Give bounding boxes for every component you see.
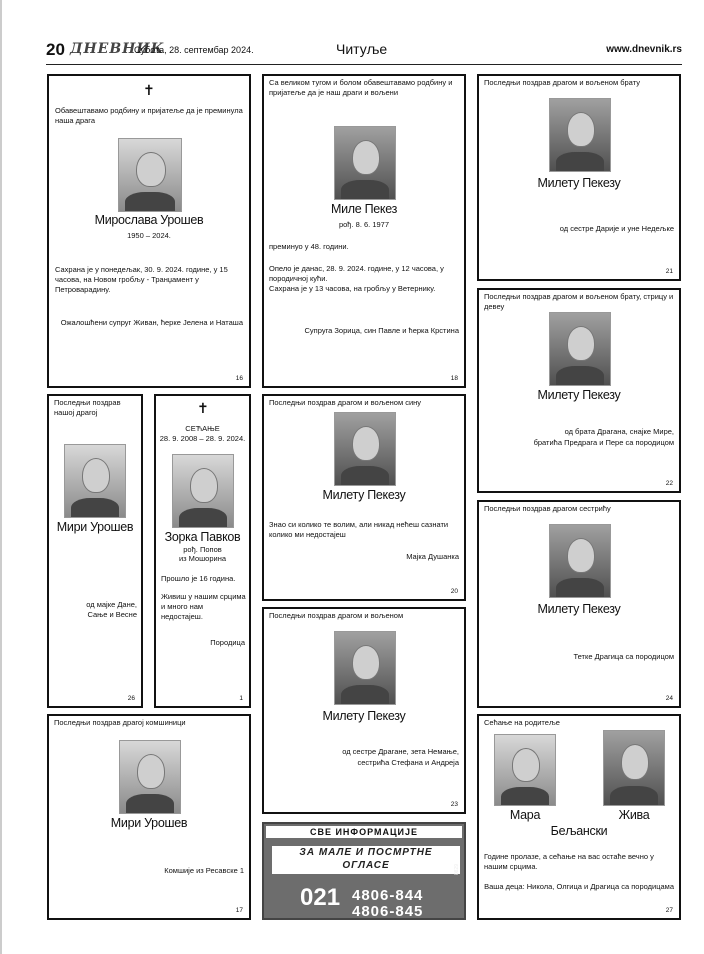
signature-line-2: братића Предрага и Пере са породицом: [533, 438, 674, 447]
signature-line-1: од брата Драгана, снајке Мире,: [564, 427, 674, 436]
portrait-photo: [172, 454, 234, 528]
obituary-intro: Последњи поздрав нашој драгој: [54, 398, 121, 417]
portrait-photo: [118, 138, 182, 212]
father-name: Жива: [618, 808, 650, 822]
obituary-intro: Последњи поздрав драгој комшиници: [54, 718, 186, 727]
mother-photo: [494, 734, 556, 806]
obituary-22: [477, 288, 681, 493]
remembrance-1: [154, 394, 251, 708]
deceased-name: Мири Урошев: [56, 520, 134, 534]
remembrance-text-2: Живиш у нашим срцима и много нам недостајеш.: [161, 592, 246, 621]
notice-number: 16: [235, 375, 243, 382]
obituary-intro: Последњи поздрав драгом сестрићу: [484, 504, 611, 513]
obituary-intro: Последњи поздрав драгом и вољеном: [269, 611, 404, 620]
signature: Ваша деца: Никола, Олгица и Драгица са породицама: [484, 882, 674, 891]
ad-area-code: 021: [300, 884, 341, 911]
notice-number: 18: [450, 375, 458, 382]
remembrance-text-1: Прошло је 16 година.: [161, 574, 236, 583]
newspaper-logo: ДНЕВНИК: [70, 41, 165, 57]
ad-phone-1: 4806-844: [352, 887, 424, 904]
hometown: из Мошорина: [178, 554, 227, 563]
notice-number: 1: [239, 695, 243, 702]
father-photo: [603, 730, 665, 806]
maiden-name: рођ. Попов: [183, 545, 222, 554]
death-age: преминуо у 48. години.: [269, 242, 349, 251]
signature: Тетке Драгица са породицом: [573, 652, 674, 661]
portrait-photo: [334, 126, 396, 200]
obituary-18: [262, 74, 466, 388]
life-years: 1950 – 2024.: [127, 231, 171, 240]
website-link[interactable]: www.dnevnik.rs: [606, 44, 682, 55]
page-number: 20: [46, 40, 65, 59]
obituary-intro: Последњи поздрав драгом и вољеном брату, стрицу и девеу: [484, 292, 674, 311]
deceased-name: Милету Пекезу: [322, 709, 406, 723]
section-title: Читуље: [336, 41, 388, 57]
ad-title-line-2: ОГЛАСЕ: [342, 860, 390, 871]
portrait-photo: [549, 524, 611, 598]
ad-title: [272, 846, 460, 874]
signature: Комшије из Ресавске 1: [164, 866, 244, 875]
ad-phone-2: 4806-845: [352, 903, 424, 920]
remembrance-label: СЕЋАЊЕ: [185, 424, 220, 433]
signature: Ожалошћени супруг Живан, ћерке Јелена и Наташа: [60, 318, 243, 327]
deceased-name: Мири Урошев: [110, 816, 188, 830]
signature-line-1: од мајке Дане,: [86, 600, 137, 609]
obituary-24: [477, 500, 681, 708]
notice-number: 26: [127, 695, 135, 702]
cross-icon: ✝: [143, 83, 155, 99]
notice-number: 24: [665, 695, 673, 702]
remembrance-intro: Сећање на родитеље: [484, 718, 560, 727]
obituary-20: [262, 394, 466, 601]
portrait-photo: [334, 631, 396, 705]
notice-number: 23: [450, 801, 458, 808]
deceased-name: Миле Пекез: [330, 202, 398, 216]
obituary-intro: Обавештавамо родбину и пријатеље да је преминула наша драга: [55, 106, 243, 125]
deceased-name: Зорка Павков: [164, 530, 241, 544]
birth-date: рођ. 8. 6. 1977: [338, 220, 390, 229]
obituary-intro: Последњи поздрав драгом и вољеном сину: [269, 398, 422, 407]
signature-line-2: Сање и Весне: [87, 610, 137, 619]
obituary-21: [477, 74, 681, 281]
signature: Супруга Зорица, син Павле и ћерка Крстина: [304, 326, 459, 335]
portrait-photo: [119, 740, 181, 814]
obituary-17: [47, 714, 251, 920]
portrait-photo: [549, 312, 611, 386]
remembrance-27: [477, 714, 681, 920]
obituary-23: [262, 607, 466, 814]
obituary-26: [47, 394, 143, 708]
obituary-intro: Са великом тугом и болом обавештавамо родбину и пријатеље да је наш драги и вољени: [269, 78, 453, 97]
portrait-photo: [549, 98, 611, 172]
deceased-name: Милету Пекезу: [537, 388, 621, 402]
notice-number: 17: [235, 907, 243, 914]
signature: од сестре Дарије и уне Недељке: [559, 224, 674, 233]
deceased-name: Милету Пекезу: [537, 176, 621, 190]
ad-title-line-1: ЗА МАЛЕ И ПОСМРТНЕ: [299, 847, 433, 858]
signature: Породица: [210, 638, 245, 647]
classifieds-ad: [262, 822, 466, 920]
funeral-details: Сахрана је у понедељак, 30. 9. 2024. године, у 15 часова, на Новом гробљу - Транџамент у Петроварадину.: [55, 265, 228, 294]
obituary-16: [47, 74, 251, 388]
farewell-message: Знао си колико те волим, али никад нећеш сазнати колико ми недостајеш: [269, 520, 449, 539]
signature-line-1: од сестре Драгане, зета Немање,: [342, 747, 459, 756]
funeral-service: Опело је данас, 28. 9. 2024. године, у 12 часова, у породичној кући.: [269, 264, 444, 283]
deceased-name: Милету Пекезу: [537, 602, 621, 616]
page-header: [46, 40, 682, 65]
cross-icon: ✝: [197, 401, 209, 417]
page-edge: [0, 0, 2, 954]
mother-name: Мара: [509, 808, 541, 822]
issue-date: Субота, 28. септембар 2024.: [134, 45, 254, 55]
remembrance-dates: 28. 9. 2008 – 28. 9. 2024.: [159, 434, 246, 443]
ad-code: 0829: [454, 864, 460, 876]
obituary-intro: Последњи поздрав драгом и вољеном брату: [484, 78, 640, 87]
notice-number: 21: [665, 268, 673, 275]
remembrance-text: Године пролазе, а сећање на вас остаће вечно у нашим срцима.: [484, 852, 654, 871]
deceased-name: Мирослава Урошев: [94, 213, 204, 227]
notice-number: 22: [665, 480, 673, 487]
ad-header: СВЕ ИНФОРМАЦИЈЕ: [266, 826, 462, 838]
signature: Мајка Душанка: [406, 552, 459, 561]
notice-number: 27: [665, 907, 673, 914]
portrait-photo: [64, 444, 126, 518]
family-surname: Бељански: [550, 824, 608, 838]
burial-details: Сахрана је у 13 часова, на гробљу у Ветернику.: [269, 284, 436, 293]
portrait-photo: [334, 412, 396, 486]
deceased-name: Милету Пекезу: [322, 488, 406, 502]
notice-number: 20: [450, 588, 458, 595]
signature-line-2: сестрића Стефана и Андреја: [357, 758, 459, 767]
